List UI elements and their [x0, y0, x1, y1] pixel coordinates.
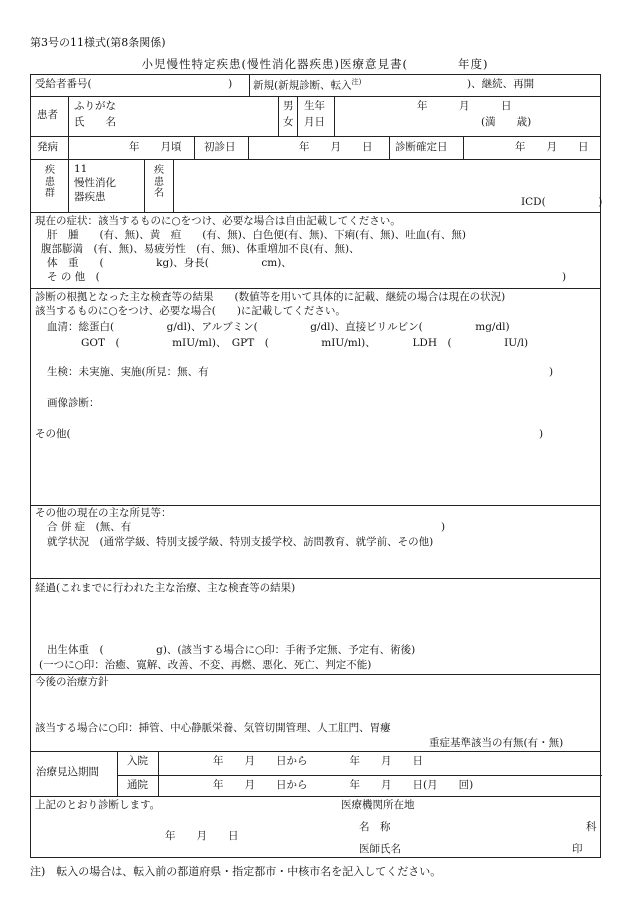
symptoms-instruction: 現在の症状：該当するものに○をつけ、必要な場合は自由記載してください。: [35, 215, 401, 227]
other-tests-close: ): [539, 428, 544, 440]
row-divider: [31, 212, 600, 213]
col-divider: [278, 96, 279, 136]
row-divider: [31, 796, 600, 797]
name-label: 氏 名: [74, 116, 116, 128]
row-divider: [117, 775, 602, 776]
col-divider: [117, 751, 118, 796]
row-divider: [31, 136, 600, 137]
furigana-label: ふりがな: [74, 100, 116, 112]
blood-tests-line-2[interactable]: GOT ( mIU/ml)、 GPT ( mIU/ml)、 LDH ( IU/l): [81, 337, 529, 349]
symptoms-line-1[interactable]: 肝 腫 (有、無)、黄 疸 (有、無)、白色便(有、無)、下痢(有、無)、吐血(有、無): [47, 229, 466, 241]
complication-field[interactable]: 合 併 症 (無、有: [47, 521, 132, 533]
col-divider: [334, 96, 335, 136]
col-divider: [297, 96, 298, 136]
blood-tests-line-1[interactable]: 血清：総蛋白( g/dl)、アルブミン( g/dl)、直接ビリルビン( mg/dl): [47, 321, 510, 333]
diagnosis-date-label: 診断確定日: [395, 141, 448, 153]
form-frame: [30, 74, 601, 858]
col-divider: [463, 136, 464, 159]
onset-label: 発病: [37, 141, 58, 153]
symptoms-other-close: ): [562, 271, 567, 283]
patient-label: 患者: [37, 109, 58, 121]
recipient-number-field[interactable]: 受給者番号( ): [35, 78, 233, 90]
disease-group-name-2: 器疾患: [74, 191, 106, 203]
application-type-options[interactable]: )、継続、再開: [467, 78, 535, 90]
institution-address-label: 医療機関所在地: [341, 799, 415, 811]
disease-name-label: 疾患名: [154, 165, 164, 199]
medical-devices-field[interactable]: 該当する場合に○印：挿管、中心静脈栄養、気管切開管理、人工肛門、胃瘻: [35, 722, 391, 734]
tests-instruction-2: 該当するものに○をつけ、必要な場合( )に記載してください。: [35, 305, 346, 317]
biopsy-close: ): [549, 366, 554, 378]
outpatient-period-field[interactable]: 年 月 日から 年 月 日(月 回): [213, 779, 474, 791]
onset-field[interactable]: 年 月頃: [129, 141, 182, 153]
inpatient-period-field[interactable]: 年 月 日から 年 月 日: [213, 755, 423, 767]
diagnosis-date-field[interactable]: 年 月 日: [515, 141, 589, 153]
doctor-name-label: 医師氏名: [359, 843, 401, 855]
inpatient-label: 入院: [127, 755, 148, 767]
signature-date-field[interactable]: 年 月 日: [165, 830, 239, 842]
disease-group-name-1: 慢性消化: [74, 177, 116, 189]
first-visit-field[interactable]: 年 月 日: [299, 141, 373, 153]
symptoms-other[interactable]: そ の 他 (: [47, 271, 100, 283]
row-divider: [31, 288, 600, 289]
col-divider: [158, 751, 159, 796]
application-type-label[interactable]: 新規(新規診断、転入$^{注)}$: [253, 78, 362, 92]
sex-female-option[interactable]: 女: [283, 116, 294, 128]
icd-code-field[interactable]: ICD( ): [521, 196, 603, 208]
declaration-text: 上記のとおり診断します。: [35, 799, 161, 811]
col-divider: [194, 136, 195, 159]
form-title: 小児慢性特定疾患(慢性消化器疾患)医療意見書( 年度): [141, 57, 489, 71]
dob-label-bottom: 月日: [304, 116, 325, 128]
col-divider: [389, 136, 390, 159]
footnote: 注) 転入の場合は、転入前の都道府県・指定都市・中核市名を記入してください。: [30, 865, 442, 878]
age-field[interactable]: (満 歳): [481, 116, 532, 128]
row-divider: [31, 159, 600, 160]
row-divider: [31, 505, 600, 506]
other-tests-field[interactable]: その他(: [35, 428, 71, 440]
first-visit-label: 初診日: [204, 141, 236, 153]
col-divider: [173, 159, 174, 212]
col-divider: [68, 159, 69, 212]
birth-weight-field[interactable]: 出生体重 ( g)、(該当する場合に○印：手術予定無、予定有、術後): [47, 644, 416, 656]
dob-field[interactable]: 年 月 日: [417, 100, 512, 112]
col-divider: [144, 159, 145, 212]
tests-instruction-1: 診断の根拠となった主な検査等の結果 (数値等を用いて具体的に記載、継続の場合は現在の状況): [35, 291, 506, 303]
school-status-field[interactable]: 就学状況 (通常学級、特別支援学級、特別支援学校、訪問教育、就学前、その他): [47, 536, 434, 548]
row-divider: [31, 578, 600, 579]
disease-group-number: 11: [74, 163, 88, 175]
disease-group-label: 疾患群: [45, 165, 55, 199]
treatment-policy-title: 今後の治療方針: [35, 676, 109, 688]
symptoms-line-3[interactable]: 体 重 ( kg)、身長( cm)、: [47, 257, 292, 269]
col-divider: [68, 136, 69, 159]
outpatient-label: 通院: [127, 779, 148, 791]
col-divider: [68, 96, 69, 136]
biopsy-field[interactable]: 生検：未実施、実施(所見：無、有: [47, 366, 209, 378]
col-divider: [249, 75, 250, 96]
seal-mark: 印: [572, 843, 583, 855]
department-label: 科: [586, 821, 597, 833]
institution-name-label: 名 称: [359, 821, 391, 833]
severity-criteria-field[interactable]: 重症基準該当の有無(有・無): [429, 737, 564, 749]
symptoms-line-2[interactable]: 腹部膨満 (有、無)、易疲労性 (有、無)、体重増加不良(有、無)、: [41, 243, 360, 255]
col-divider: [248, 136, 249, 159]
outcome-field[interactable]: (一つに○印：治癒、寛解、改善、不変、再燃、悪化、死亡、判定不能): [39, 659, 372, 671]
findings-title: その他の現在の主な所見等：: [35, 507, 172, 519]
course-title: 経過(これまでに行われた主な治療、主な検査等の結果): [35, 582, 296, 594]
imaging-field[interactable]: 画像診断：: [47, 397, 100, 409]
complication-close: ): [441, 521, 446, 533]
form-number: 第3号の11様式(第8条関係): [30, 36, 166, 49]
sex-male-option[interactable]: 男: [283, 100, 294, 112]
treatment-period-label: 治療見込期間: [36, 766, 99, 778]
row-divider: [31, 96, 600, 97]
row-divider: [31, 674, 600, 675]
dob-label-top: 生年: [304, 100, 325, 112]
